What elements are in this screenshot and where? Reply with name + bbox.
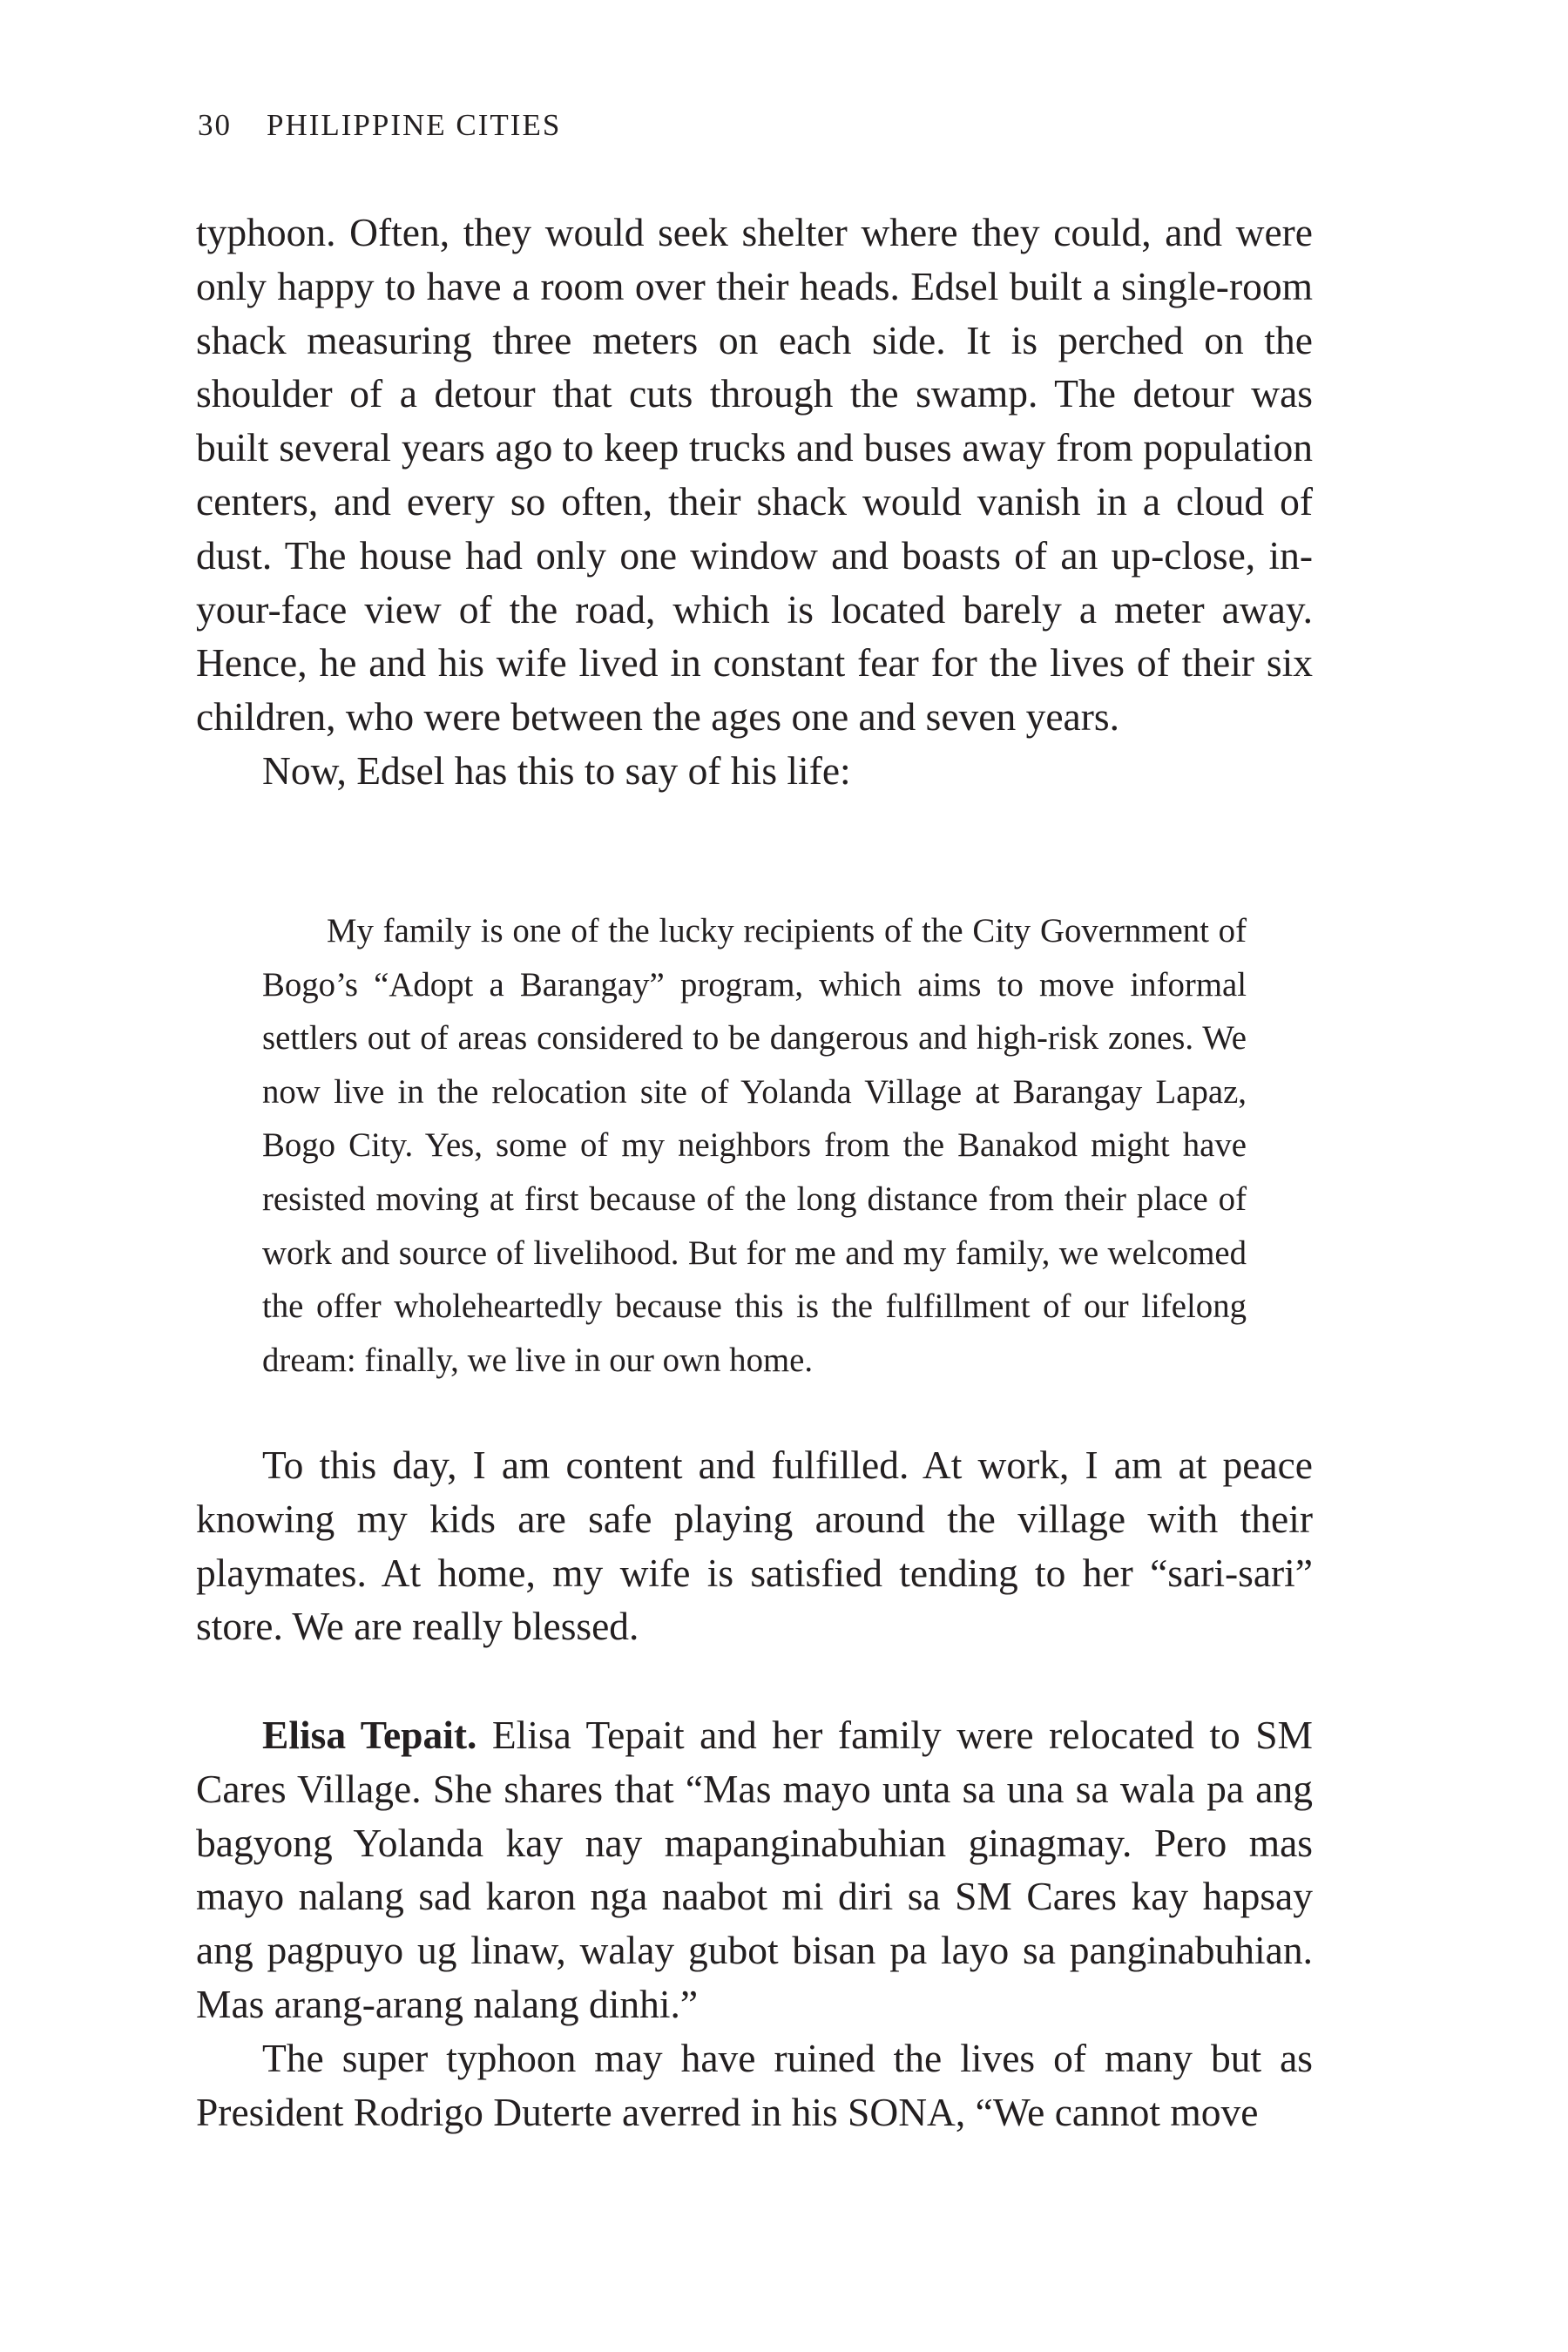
run-in-heading: Elisa Tepait.	[262, 1713, 477, 1757]
paragraph-elisa-body: Elisa Tepait and her family were relocated to SM Cares Village. She shares that “Mas mayo unta sa una sa wala pa ang bagyong Yolanda kay nay mapanginabuhian ginagmay. Pero mas mayo nalang sad karon nga naabot mi diri sa SM Cares kay hapsay ang pagpuyo ug linaw, walay gubot bisan pa layo sa panginabuhian. Mas arang-arang nalang dinhi.”	[196, 1713, 1313, 2026]
paragraph-elisa-tepait	[196, 1708, 1313, 2031]
quote-text: My family is one of the lucky recipients of the City Government of Bogo’s “Adopt a Barangay” program, which aims to move informal settlers out of areas considered to be dangerous and high-risk zones. We now live in the relocation site of Yolanda Village at Barangay Lapaz, Bogo City. Yes, some of my neighbors from the Banakod might have resisted moving at first because of the long distance from their place of work and source of livelihood. But for me and my family, we welcomed the offer wholeheartedly because this is the fulfillment of our lifelong dream: finally, we live in our own home.	[262, 912, 1247, 1379]
paragraph-intro-quote: Now, Edsel has this to say of his life:	[262, 747, 851, 793]
book-title: PHILIPPINE CITIES	[267, 108, 562, 142]
paragraph-quote-continued: To this day, I am content and fulfilled. At work, I am at peace knowing my kids are safe playing around the village with their playmates. At home, my wife is satisfied tending to her “sari-sari” store. We are really blessed.	[196, 1443, 1313, 1649]
paragraph-continued: typhoon. Often, they would seek shelter where they could, and were only happy to have a room over their heads. Edsel built a single-room shack measuring three meters on each side. It is perched on the shoulder of a detour that cuts through the swamp. The detour was built several years ago to keep trucks and buses away from population centers, and every so often, their shack would vanish in a cloud of dust. The house had only one window and boasts of an up-close, in-your-face view of the road, which is located barely a meter away. Hence, he and his wife lived in constant fear for the lives of their six children, who were between the ages one and seven years.	[196, 210, 1313, 740]
body-text-bottom	[196, 1708, 1313, 2139]
running-head	[198, 106, 561, 145]
body-text-top	[196, 206, 1313, 798]
page-number: 30	[198, 108, 232, 142]
body-text-middle	[196, 1438, 1313, 1653]
paragraph-super-typhoon: The super typhoon may have ruined the lives of many but as President Rodrigo Duterte averred in his SONA, “We cannot move	[196, 2035, 1313, 2134]
block-quote	[262, 904, 1247, 1387]
